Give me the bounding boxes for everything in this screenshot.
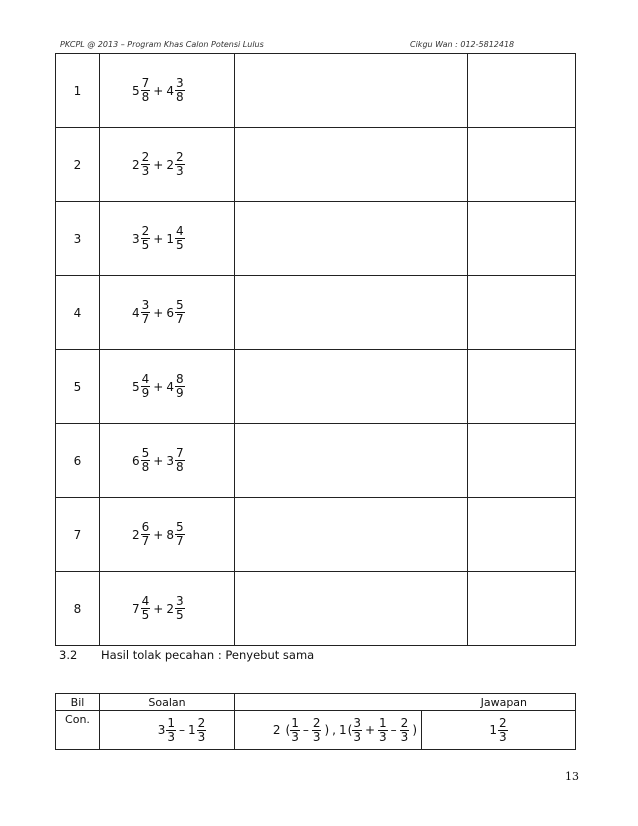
- whole-part: 2: [132, 527, 140, 542]
- operator: +: [153, 83, 164, 98]
- example-answer: [422, 711, 576, 750]
- header-left-text: PKCPL @ 2013 – Program Khas Calon Potensi Lulus: [60, 40, 264, 49]
- fraction: [175, 151, 185, 178]
- numerator: 2: [197, 715, 206, 730]
- numerator: 7: [141, 76, 150, 90]
- denominator: 3: [197, 729, 206, 744]
- denominator: 8: [175, 90, 184, 104]
- numerator: 4: [141, 594, 150, 608]
- operator: +: [153, 601, 164, 616]
- table-row: [56, 498, 576, 572]
- row-number: 8: [56, 572, 100, 646]
- header-soalan: Soalan: [100, 694, 235, 711]
- denominator: 7: [141, 534, 150, 548]
- question-expression: [100, 498, 235, 572]
- denominator: 3: [379, 729, 387, 744]
- table-row: [56, 128, 576, 202]
- denominator: 3: [499, 729, 507, 744]
- fraction: [141, 521, 151, 548]
- denominator: 7: [175, 534, 184, 548]
- header-right-text: Cikgu Wan : 012-5812418: [410, 40, 515, 49]
- mixed-number: [132, 299, 150, 326]
- numerator: 4: [141, 372, 150, 386]
- operator: +: [153, 527, 164, 542]
- denominator: 5: [175, 238, 184, 252]
- working-cell[interactable]: [235, 276, 468, 350]
- comma: ,: [332, 723, 336, 737]
- fraction: [175, 595, 185, 622]
- page-header: [60, 40, 580, 52]
- fraction: [175, 373, 185, 400]
- fraction: [175, 225, 185, 252]
- fraction: [175, 521, 185, 548]
- whole-part: 2: [166, 601, 174, 616]
- numerator: 2: [312, 715, 321, 730]
- numerator: 1: [291, 715, 299, 730]
- row-number: 6: [56, 424, 100, 498]
- fraction: [400, 717, 410, 744]
- fraction: [197, 717, 207, 744]
- row-number: 3: [56, 202, 100, 276]
- mixed-number: [132, 225, 150, 252]
- numerator: 3: [175, 594, 184, 608]
- denominator: 3: [175, 164, 184, 178]
- numerator: 1: [379, 715, 387, 730]
- denominator: 5: [141, 608, 150, 622]
- fraction: [175, 447, 185, 474]
- fraction: [175, 299, 185, 326]
- numerator: 4: [175, 224, 184, 238]
- question-expression: [100, 54, 235, 128]
- whole-part: 6: [132, 453, 140, 468]
- denominator: 3: [167, 729, 175, 744]
- whole-part: 3: [132, 231, 140, 246]
- row-number: 2: [56, 128, 100, 202]
- denominator: 3: [312, 729, 321, 744]
- addition-exercise-table: [55, 53, 576, 646]
- whole-part: 3: [157, 723, 166, 737]
- whole-part: 2: [132, 157, 140, 172]
- mixed-number: [132, 447, 150, 474]
- answer-cell[interactable]: [468, 202, 576, 276]
- table-row: [56, 276, 576, 350]
- answer-cell[interactable]: [468, 350, 576, 424]
- numerator: 7: [175, 446, 184, 460]
- working-cell[interactable]: [235, 572, 468, 646]
- whole-part: 2: [272, 723, 281, 737]
- denominator: 3: [141, 164, 150, 178]
- whole-part: 5: [132, 83, 140, 98]
- working-cell[interactable]: [235, 202, 468, 276]
- whole-part: 3: [166, 453, 174, 468]
- numerator: 3: [141, 298, 150, 312]
- fraction: [352, 717, 362, 744]
- question-expression: [100, 572, 235, 646]
- numerator: 5: [141, 446, 150, 460]
- whole-part: 1: [166, 231, 174, 246]
- answer-cell[interactable]: [468, 572, 576, 646]
- fraction: [141, 77, 151, 104]
- denominator: 3: [353, 729, 361, 744]
- fraction: [141, 447, 151, 474]
- whole-part: 2: [166, 157, 174, 172]
- question-expression: [100, 128, 235, 202]
- section-number: 3.2: [59, 648, 78, 662]
- table-row: [56, 202, 576, 276]
- whole-part: 7: [132, 601, 140, 616]
- table-row: [56, 572, 576, 646]
- operator: +: [153, 379, 164, 394]
- fraction: [141, 595, 151, 622]
- numerator: 5: [175, 298, 184, 312]
- denominator: 9: [141, 386, 150, 400]
- whole-part: 8: [166, 527, 174, 542]
- working-cell[interactable]: [235, 350, 468, 424]
- header-bil: Bil: [56, 694, 100, 711]
- mixed-number: [132, 521, 150, 548]
- operator: –: [179, 723, 185, 737]
- answer-cell[interactable]: [468, 128, 576, 202]
- fraction: [312, 717, 322, 744]
- question-expression: [100, 202, 235, 276]
- fraction: [290, 717, 300, 744]
- answer-cell[interactable]: [468, 424, 576, 498]
- fraction: [166, 717, 176, 744]
- mixed-number: [166, 77, 184, 104]
- whole-part: 5: [132, 379, 140, 394]
- operator: –: [390, 723, 397, 737]
- numerator: 2: [141, 150, 150, 164]
- row-number: 1: [56, 54, 100, 128]
- numerator: 6: [141, 520, 150, 534]
- mixed-number: [166, 299, 184, 326]
- example-row: [56, 711, 576, 750]
- mixed-number: [166, 521, 184, 548]
- whole-part: 4: [166, 379, 174, 394]
- working-cell[interactable]: [235, 498, 468, 572]
- numerator: 1: [167, 715, 175, 730]
- numerator: 2: [175, 150, 184, 164]
- table-header-row: [56, 694, 576, 711]
- numerator: 3: [353, 715, 361, 730]
- mixed-number: [188, 717, 206, 744]
- working-cell[interactable]: [235, 424, 468, 498]
- subtraction-example-table: [55, 693, 576, 750]
- page-number: 13: [565, 770, 579, 783]
- mixed-number: [166, 595, 184, 622]
- row-number: 4: [56, 276, 100, 350]
- whole-part: 6: [166, 305, 174, 320]
- working-cell[interactable]: [235, 54, 468, 128]
- denominator: 9: [175, 386, 184, 400]
- mixed-number: [132, 151, 150, 178]
- question-expression: [100, 276, 235, 350]
- denominator: 3: [291, 729, 299, 744]
- numerator: 8: [175, 372, 184, 386]
- mixed-number: [489, 717, 507, 744]
- section-title: Hasil tolak pecahan : Penyebut sama: [101, 648, 315, 662]
- fraction: [141, 299, 151, 326]
- numerator: 2: [499, 715, 507, 730]
- fraction: [175, 77, 185, 104]
- mixed-number: [166, 225, 184, 252]
- denominator: 3: [400, 729, 409, 744]
- open-paren: (: [347, 723, 353, 737]
- table-row: [56, 54, 576, 128]
- mixed-number: [132, 373, 150, 400]
- close-paren: ): [324, 723, 330, 737]
- numerator: 5: [175, 520, 184, 534]
- example-working: [235, 711, 422, 750]
- working-cell[interactable]: [235, 128, 468, 202]
- whole-part: 1: [188, 723, 196, 737]
- operator: +: [153, 453, 164, 468]
- question-expression: [100, 424, 235, 498]
- answer-cell[interactable]: [468, 498, 576, 572]
- whole-part: 4: [166, 83, 174, 98]
- whole-part: 1: [489, 723, 497, 737]
- close-paren: ): [412, 723, 417, 737]
- fraction: [141, 373, 151, 400]
- table-row: [56, 350, 576, 424]
- question-expression: [100, 350, 235, 424]
- answer-cell[interactable]: [468, 54, 576, 128]
- numerator: 2: [400, 715, 409, 730]
- header-jawapan: Jawapan: [235, 694, 576, 711]
- fraction: [141, 225, 151, 252]
- answer-cell[interactable]: [468, 276, 576, 350]
- operator: +: [153, 157, 164, 172]
- example-question: [100, 711, 235, 750]
- denominator: 5: [141, 238, 150, 252]
- row-number: 5: [56, 350, 100, 424]
- denominator: 7: [141, 312, 150, 326]
- mixed-number: [132, 595, 150, 622]
- whole-part: 4: [132, 305, 140, 320]
- operator: +: [364, 723, 376, 737]
- mixed-number: [166, 151, 184, 178]
- denominator: 7: [175, 312, 184, 326]
- fraction: [378, 717, 388, 744]
- mixed-number: [166, 447, 184, 474]
- mixed-number: [132, 77, 150, 104]
- numerator: 2: [141, 224, 150, 238]
- mixed-number: [166, 373, 184, 400]
- denominator: 8: [175, 460, 184, 474]
- example-label: Con.: [56, 711, 100, 750]
- operator: +: [153, 305, 164, 320]
- whole-part: 1: [339, 723, 347, 737]
- open-paren: (: [285, 723, 291, 737]
- operator: +: [153, 231, 164, 246]
- denominator: 5: [175, 608, 184, 622]
- mixed-number: [158, 717, 176, 744]
- fraction: [141, 151, 151, 178]
- row-number: 7: [56, 498, 100, 572]
- fraction: [498, 717, 508, 744]
- denominator: 8: [141, 90, 150, 104]
- operator: –: [302, 723, 309, 737]
- numerator: 3: [175, 76, 184, 90]
- table-row: [56, 424, 576, 498]
- denominator: 8: [141, 460, 150, 474]
